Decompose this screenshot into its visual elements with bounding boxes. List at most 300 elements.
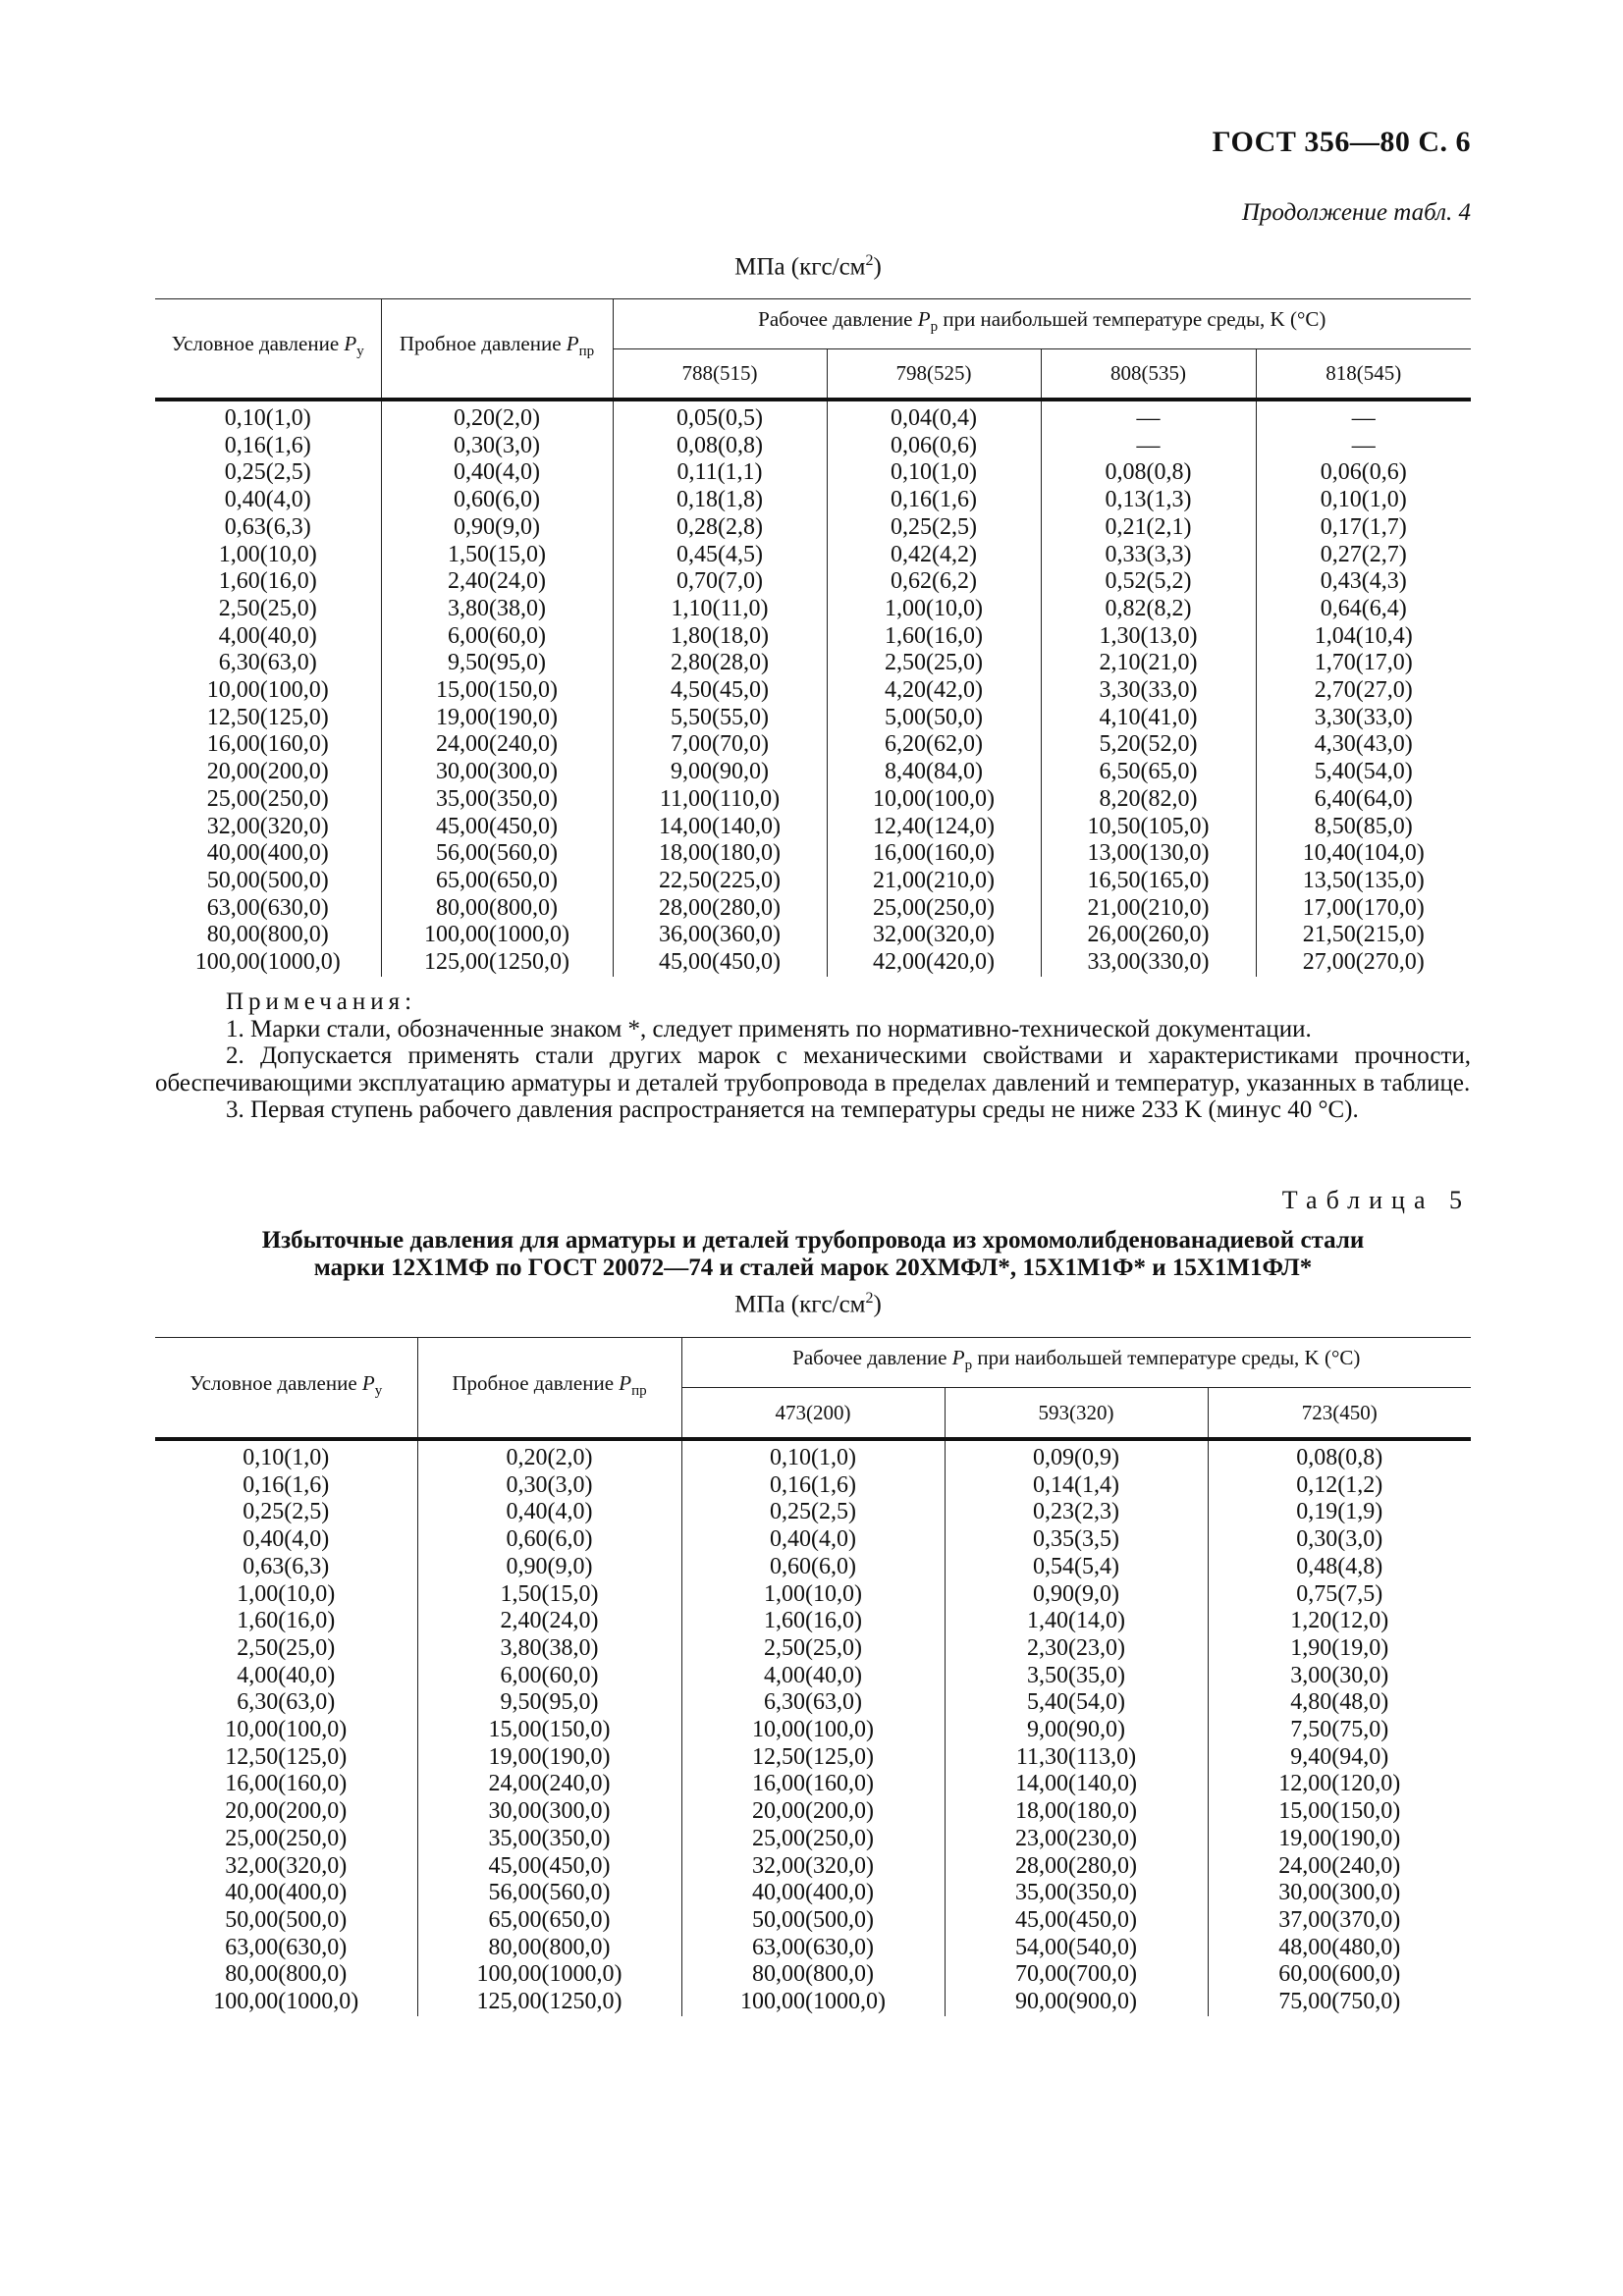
units-label: МПа $(кгс/см^2)$ xyxy=(734,1290,882,1318)
table-cell: 25,00(250,0) xyxy=(206,785,329,812)
header-working-pressure: Рабочее давление $P_р$ при наибольшей температуре среды, K (°C) xyxy=(613,299,1471,349)
table-cell: 0,40(4,0) xyxy=(681,1526,945,1554)
page-header: ГОСТ 356—80 С. 6 xyxy=(1212,126,1471,158)
table-cell: 63,00(630,0) xyxy=(206,894,329,921)
table-cell: 5,40(54,0) xyxy=(945,1689,1208,1717)
table-cell: 75,00(750,0) xyxy=(1208,1989,1471,2016)
table-cell: 26,00(260,0) xyxy=(1041,922,1256,949)
table-cell: 0,09(0,9) xyxy=(945,1439,1208,1472)
table-cell: 1,04(10,4) xyxy=(1256,623,1471,651)
table-cell: 100,00(1000,0) xyxy=(417,1961,681,1989)
table-row xyxy=(155,677,1471,705)
table-continuation-label: Продолжение табл. 4 xyxy=(1241,199,1471,226)
table-cell: 0,40(4,0) xyxy=(381,459,613,487)
table-cell: 65,00(650,0) xyxy=(417,1907,681,1935)
table-cell: 0,14(1,4) xyxy=(945,1472,1208,1500)
table-cell: 28,00(280,0) xyxy=(613,895,827,923)
table-cell: 6,00(60,0) xyxy=(417,1663,681,1690)
table-cell: 7,00(70,0) xyxy=(613,731,827,759)
table-cell: 0,25(2,5) xyxy=(681,1499,945,1526)
table-row xyxy=(155,1554,1471,1581)
table-cell: 10,40(104,0) xyxy=(1256,840,1471,868)
table-row xyxy=(155,542,1471,569)
table-row xyxy=(155,1635,1471,1663)
table-cell: 40,00(400,0) xyxy=(206,840,329,867)
table-cell: 54,00(540,0) xyxy=(945,1935,1208,1962)
table-cell: 0,52(5,2) xyxy=(1041,568,1256,596)
table-cell: 21,00(210,0) xyxy=(1041,895,1256,923)
table-row xyxy=(155,568,1471,596)
table-cell: 2,10(21,0) xyxy=(1041,650,1256,677)
table-row xyxy=(155,949,1471,977)
table-cell: 19,00(190,0) xyxy=(1208,1826,1471,1853)
table-cell: 0,48(4,8) xyxy=(1208,1554,1471,1581)
table-row xyxy=(155,1961,1471,1989)
table-cell: 0,16(1,6) xyxy=(224,432,311,458)
header-temp: 788(515) xyxy=(613,349,827,400)
table-cell: 0,28(2,8) xyxy=(613,514,827,542)
table-cell: 0,06(0,6) xyxy=(1256,459,1471,487)
table-row xyxy=(155,1717,1471,1744)
table-cell: 0,75(7,5) xyxy=(1208,1581,1471,1609)
table-cell: 27,00(270,0) xyxy=(1256,949,1471,977)
table-cell: 0,10(1,0) xyxy=(1256,487,1471,514)
table-cell: 0,10(1,0) xyxy=(243,1445,330,1470)
notes-title: Примечания: xyxy=(226,988,417,1015)
table-cell: 100,00(1000,0) xyxy=(681,1989,945,2016)
table-cell: 17,00(170,0) xyxy=(1256,895,1471,923)
table-cell: 2,50(25,0) xyxy=(827,650,1041,677)
table-cell: 1,60(16,0) xyxy=(681,1608,945,1635)
table-cell: 16,00(160,0) xyxy=(225,1771,348,1797)
table-5-title-line: марки 12Х1МФ по ГОСТ 20072—74 и сталей марок 20ХМФЛ*, 15Х1М1Ф* и 15Х1М1ФЛ* xyxy=(313,1255,1313,1281)
table-cell: 0,60(6,0) xyxy=(417,1526,681,1554)
table-row xyxy=(155,1771,1471,1798)
table-cell: 0,42(4,2) xyxy=(827,542,1041,569)
header-test-pressure: Пробное давление $P_{пр}$ xyxy=(381,299,613,400)
table-4-continued xyxy=(155,298,1471,977)
table-cell: 56,00(560,0) xyxy=(381,840,613,868)
table-cell: 24,00(240,0) xyxy=(417,1771,681,1798)
table-row xyxy=(155,1689,1471,1717)
table-cell: 50,00(500,0) xyxy=(206,867,329,893)
table-cell: 10,00(100,0) xyxy=(827,786,1041,814)
table-cell: 1,60(16,0) xyxy=(237,1608,336,1634)
table-cell: 0,40(4,0) xyxy=(417,1499,681,1526)
table-cell: 2,70(27,0) xyxy=(1256,677,1471,705)
table-cell: 15,00(150,0) xyxy=(1208,1798,1471,1826)
table-cell: 15,00(150,0) xyxy=(417,1717,681,1744)
table-cell: 22,50(225,0) xyxy=(613,868,827,895)
table-cell: 2,80(28,0) xyxy=(613,650,827,677)
table-cell: 16,50(165,0) xyxy=(1041,868,1256,895)
table-cell: 5,40(54,0) xyxy=(1256,759,1471,786)
table-cell: 1,60(16,0) xyxy=(218,568,317,595)
table-cell: 35,00(350,0) xyxy=(417,1826,681,1853)
table-cell: 9,50(95,0) xyxy=(381,650,613,677)
table-cell: 14,00(140,0) xyxy=(945,1771,1208,1798)
table-cell: 1,70(17,0) xyxy=(1256,650,1471,677)
table-cell: 3,00(30,0) xyxy=(1208,1663,1471,1690)
table-cell: 6,30(63,0) xyxy=(681,1689,945,1717)
table-4-body xyxy=(155,400,1471,977)
table-row xyxy=(155,1744,1471,1772)
table-cell: 1,90(19,0) xyxy=(1208,1635,1471,1663)
table-cell: 7,50(75,0) xyxy=(1208,1717,1471,1744)
table-row xyxy=(155,1608,1471,1635)
header-working-pressure: Рабочее давление $P_р$ при наибольшей температуре среды, K (°C) xyxy=(681,1338,1471,1388)
table-cell: 15,00(150,0) xyxy=(381,677,613,705)
table-cell: 45,00(450,0) xyxy=(945,1907,1208,1935)
table-cell: 1,00(10,0) xyxy=(237,1580,336,1607)
table-cell: 0,40(4,0) xyxy=(224,487,311,513)
table-row xyxy=(155,1526,1471,1554)
table-row xyxy=(155,400,1471,433)
table-cell: 10,00(100,0) xyxy=(206,677,329,704)
table-cell: 0,05(0,5) xyxy=(613,400,827,433)
table-cell: 30,00(300,0) xyxy=(417,1798,681,1826)
table-cell: 0,70(7,0) xyxy=(613,568,827,596)
table-cell: 13,00(130,0) xyxy=(1041,840,1256,868)
table-cell: 11,00(110,0) xyxy=(613,786,827,814)
table-cell: 0,04(0,4) xyxy=(827,400,1041,433)
table-cell: 30,00(300,0) xyxy=(381,759,613,786)
table-cell: 70,00(700,0) xyxy=(945,1961,1208,1989)
table-cell: 6,20(62,0) xyxy=(827,731,1041,759)
table-row xyxy=(155,1663,1471,1690)
table-cell: 0,30(3,0) xyxy=(417,1472,681,1500)
table-row xyxy=(155,1472,1471,1500)
table-cell: 32,00(320,0) xyxy=(681,1853,945,1881)
table-cell: 18,00(180,0) xyxy=(613,840,827,868)
table-cell: 6,40(64,0) xyxy=(1256,786,1471,814)
table-cell: 16,00(160,0) xyxy=(206,731,329,758)
table-cell: 2,30(23,0) xyxy=(945,1635,1208,1663)
table-cell: 1,80(18,0) xyxy=(613,623,827,651)
table-cell: 0,63(6,3) xyxy=(243,1553,330,1579)
table-cell: 0,13(1,3) xyxy=(1041,487,1256,514)
table-cell: 0,25(2,5) xyxy=(224,459,311,486)
table-row xyxy=(155,514,1471,542)
note-item: 2. Допускается применять стали других марок с механическими свойствами и характеристиками прочности, обеспечивающими эксплуатацию арматуры и деталей трубопровода в пределах давлений и температур, указанных в таблице. xyxy=(155,1042,1471,1096)
table-cell: 125,00(1250,0) xyxy=(381,949,613,977)
table-row xyxy=(155,814,1471,841)
table-cell: 125,00(1250,0) xyxy=(417,1989,681,2016)
table-cell: 3,30(33,0) xyxy=(1041,677,1256,705)
table-cell: 19,00(190,0) xyxy=(381,705,613,732)
table-cell: 32,00(320,0) xyxy=(827,922,1041,949)
table-cell: 0,20(2,0) xyxy=(417,1439,681,1472)
table-cell: 0,10(1,0) xyxy=(827,459,1041,487)
table-cell: 2,50(25,0) xyxy=(218,595,317,621)
table-cell: 2,50(25,0) xyxy=(237,1634,336,1661)
table-cell: 9,00(90,0) xyxy=(945,1717,1208,1744)
table-cell: 16,00(160,0) xyxy=(827,840,1041,868)
table-row xyxy=(155,433,1471,460)
table-cell: 50,00(500,0) xyxy=(681,1907,945,1935)
table-row xyxy=(155,868,1471,895)
table-cell: 10,50(105,0) xyxy=(1041,814,1256,841)
table-cell: 20,00(200,0) xyxy=(206,759,329,785)
table-cell: 0,12(1,2) xyxy=(1208,1472,1471,1500)
table-row xyxy=(155,731,1471,759)
table-cell: 28,00(280,0) xyxy=(945,1853,1208,1881)
table-cell: 0,45(4,5) xyxy=(613,542,827,569)
table-row xyxy=(155,1907,1471,1935)
header-test-pressure: Пробное давление $P_{пр}$ xyxy=(417,1338,681,1440)
table-cell: 0,33(3,3) xyxy=(1041,542,1256,569)
table-cell: 4,10(41,0) xyxy=(1041,705,1256,732)
table-cell: 0,10(1,0) xyxy=(681,1439,945,1472)
note-item: 1. Марки стали, обозначенные знаком *, следует применять по нормативно-технической документации. xyxy=(226,1015,1312,1042)
table-cell: 0,40(4,0) xyxy=(243,1526,330,1553)
table-cell: 12,50(125,0) xyxy=(225,1743,348,1770)
table-cell: 10,00(100,0) xyxy=(225,1717,348,1743)
header-temp: 723(450) xyxy=(1208,1388,1471,1440)
table-cell: 20,00(200,0) xyxy=(681,1798,945,1826)
table-cell: 45,00(450,0) xyxy=(613,949,827,977)
table-cell: 12,50(125,0) xyxy=(681,1744,945,1772)
table-row xyxy=(155,1439,1471,1472)
table-cell: 0,90(9,0) xyxy=(381,514,613,542)
table-cell: 4,00(40,0) xyxy=(681,1663,945,1690)
table-cell: 0,90(9,0) xyxy=(945,1581,1208,1609)
table-cell: 35,00(350,0) xyxy=(945,1880,1208,1907)
table-cell: 50,00(500,0) xyxy=(225,1906,348,1933)
table-cell: 0,90(9,0) xyxy=(417,1554,681,1581)
table-cell: 0,20(2,0) xyxy=(381,400,613,433)
table-cell: 25,00(250,0) xyxy=(827,895,1041,923)
table-cell: 36,00(360,0) xyxy=(613,922,827,949)
table-cell: 0,30(3,0) xyxy=(1208,1526,1471,1554)
table-cell: 12,00(120,0) xyxy=(1208,1771,1471,1798)
table-row xyxy=(155,705,1471,732)
table-cell: 8,20(82,0) xyxy=(1041,786,1256,814)
table-cell: 35,00(350,0) xyxy=(381,786,613,814)
table-cell: 0,16(1,6) xyxy=(681,1472,945,1500)
table-cell: 11,30(113,0) xyxy=(945,1744,1208,1772)
table-cell: 19,00(190,0) xyxy=(417,1744,681,1772)
table-cell: 100,00(1000,0) xyxy=(381,922,613,949)
table-row xyxy=(155,1935,1471,1962)
table-cell: — xyxy=(1041,400,1256,433)
table-cell: 1,50(15,0) xyxy=(381,542,613,569)
table-cell: 63,00(630,0) xyxy=(681,1935,945,1962)
table-cell: 33,00(330,0) xyxy=(1041,949,1256,977)
table-cell: 8,40(84,0) xyxy=(827,759,1041,786)
table-row xyxy=(155,1826,1471,1853)
table-cell: 0,10(1,0) xyxy=(224,405,311,431)
table-cell: 2,40(24,0) xyxy=(381,568,613,596)
table-5-title xyxy=(155,1227,1471,1282)
table-cell: 0,35(3,5) xyxy=(945,1526,1208,1554)
table-cell: 4,20(42,0) xyxy=(827,677,1041,705)
table-cell: 13,50(135,0) xyxy=(1256,868,1471,895)
table-cell: — xyxy=(1256,400,1471,433)
table-cell: 40,00(400,0) xyxy=(225,1880,348,1906)
header-nominal-pressure: Условное давление $P_у$ xyxy=(171,332,364,360)
table-cell: 1,40(14,0) xyxy=(945,1608,1208,1635)
table-cell: 6,00(60,0) xyxy=(381,623,613,651)
table-cell: 30,00(300,0) xyxy=(1208,1880,1471,1907)
table-cell: 9,40(94,0) xyxy=(1208,1744,1471,1772)
table-cell: 0,25(2,5) xyxy=(243,1499,330,1525)
table-5-title-line: Избыточные давления для арматуры и деталей трубопровода из хромомолибденованадиевой стали xyxy=(261,1227,1365,1254)
table-cell: 90,00(900,0) xyxy=(945,1989,1208,2016)
table-cell: 1,00(10,0) xyxy=(218,541,317,567)
table-row xyxy=(155,786,1471,814)
table-cell: 12,50(125,0) xyxy=(206,704,329,730)
table-cell: 23,00(230,0) xyxy=(945,1826,1208,1853)
table-cell: 65,00(650,0) xyxy=(381,868,613,895)
table-cell: 0,21(2,1) xyxy=(1041,514,1256,542)
table-cell: 4,00(40,0) xyxy=(218,622,317,649)
table-cell: 10,00(100,0) xyxy=(681,1717,945,1744)
table-cell: 32,00(320,0) xyxy=(206,813,329,839)
table-5 xyxy=(155,1337,1471,2016)
table-cell: 5,20(52,0) xyxy=(1041,731,1256,759)
table-cell: 45,00(450,0) xyxy=(381,814,613,841)
header-temp: 808(535) xyxy=(1041,349,1256,400)
table-cell: 3,80(38,0) xyxy=(381,596,613,623)
header-nominal-pressure: Условное давление $P_у$ xyxy=(189,1370,383,1400)
table-cell: 63,00(630,0) xyxy=(225,1934,348,1960)
table-cell: 4,30(43,0) xyxy=(1256,731,1471,759)
table-row xyxy=(155,1581,1471,1609)
table-cell: 0,17(1,7) xyxy=(1256,514,1471,542)
table-cell: 6,50(65,0) xyxy=(1041,759,1256,786)
table-cell: 1,00(10,0) xyxy=(681,1581,945,1609)
table-cell: 18,00(180,0) xyxy=(945,1798,1208,1826)
table-cell: 0,27(2,7) xyxy=(1256,542,1471,569)
table-row xyxy=(155,487,1471,514)
header-temp: 593(320) xyxy=(945,1388,1208,1440)
table-cell: 37,00(370,0) xyxy=(1208,1907,1471,1935)
table-cell: 4,50(45,0) xyxy=(613,677,827,705)
table-cell: 60,00(600,0) xyxy=(1208,1961,1471,1989)
table-cell: 1,20(12,0) xyxy=(1208,1608,1471,1635)
table-cell: 4,00(40,0) xyxy=(237,1662,336,1688)
table-cell: 3,30(33,0) xyxy=(1256,705,1471,732)
table-row xyxy=(155,596,1471,623)
table-cell: 12,40(124,0) xyxy=(827,814,1041,841)
table-cell: 0,60(6,0) xyxy=(381,487,613,514)
table-cell: 80,00(800,0) xyxy=(206,922,329,948)
table-cell: 56,00(560,0) xyxy=(417,1880,681,1907)
table-cell: 80,00(800,0) xyxy=(381,895,613,923)
table-cell: 100,00(1000,0) xyxy=(213,1989,359,2015)
table-cell: 0,63(6,3) xyxy=(224,513,311,540)
table-cell: 2,50(25,0) xyxy=(681,1635,945,1663)
table-cell: 6,30(63,0) xyxy=(218,650,317,676)
table-cell: 5,50(55,0) xyxy=(613,705,827,732)
table-cell: 25,00(250,0) xyxy=(225,1825,348,1851)
table-cell: 80,00(800,0) xyxy=(681,1961,945,1989)
table-row xyxy=(155,922,1471,949)
table-cell: 6,30(63,0) xyxy=(237,1689,336,1716)
table-cell: 32,00(320,0) xyxy=(225,1852,348,1879)
table-cell: 0,11(1,1) xyxy=(613,459,827,487)
table-cell: 48,00(480,0) xyxy=(1208,1935,1471,1962)
table-cell: 0,08(0,8) xyxy=(1208,1439,1471,1472)
table-cell: 0,25(2,5) xyxy=(827,514,1041,542)
table-cell: 20,00(200,0) xyxy=(225,1798,348,1825)
table-cell: 3,80(38,0) xyxy=(417,1635,681,1663)
table-cell: 45,00(450,0) xyxy=(417,1853,681,1881)
table-cell: 2,40(24,0) xyxy=(417,1608,681,1635)
table-cell: 24,00(240,0) xyxy=(1208,1853,1471,1881)
table-cell: 1,60(16,0) xyxy=(827,623,1041,651)
table-cell: 80,00(800,0) xyxy=(225,1961,348,1988)
header-temp: 798(525) xyxy=(827,349,1041,400)
table-cell: 0,18(1,8) xyxy=(613,487,827,514)
table-cell: 80,00(800,0) xyxy=(417,1935,681,1962)
table-cell: 16,00(160,0) xyxy=(681,1771,945,1798)
table-cell: 9,00(90,0) xyxy=(613,759,827,786)
table-5-label: Таблица 5 xyxy=(1281,1186,1471,1214)
table-row xyxy=(155,759,1471,786)
table-cell: — xyxy=(1041,433,1256,460)
table-cell: 24,00(240,0) xyxy=(381,731,613,759)
table-cell: 1,50(15,0) xyxy=(417,1581,681,1609)
table-cell: 0,16(1,6) xyxy=(243,1471,330,1498)
table-cell: 21,00(210,0) xyxy=(827,868,1041,895)
header-temp: 818(545) xyxy=(1256,349,1471,400)
table-cell: 100,00(1000,0) xyxy=(194,949,341,976)
table-cell: — xyxy=(1256,433,1471,460)
table-cell: 1,30(13,0) xyxy=(1041,623,1256,651)
table-row xyxy=(155,623,1471,651)
table-cell: 42,00(420,0) xyxy=(827,949,1041,977)
table-cell: 0,82(8,2) xyxy=(1041,596,1256,623)
table-row xyxy=(155,1880,1471,1907)
table-cell: 1,00(10,0) xyxy=(827,596,1041,623)
table-row xyxy=(155,1798,1471,1826)
table-cell: 0,60(6,0) xyxy=(681,1554,945,1581)
table-cell: 0,62(6,2) xyxy=(827,568,1041,596)
notes xyxy=(155,988,1471,1124)
table-row xyxy=(155,840,1471,868)
table-cell: 4,80(48,0) xyxy=(1208,1689,1471,1717)
table-5-body xyxy=(155,1439,1471,2016)
units-label: МПа $(кгс/см^2)$ xyxy=(734,252,882,281)
table-cell: 0,06(0,6) xyxy=(827,433,1041,460)
table-cell: 8,50(85,0) xyxy=(1256,814,1471,841)
table-row xyxy=(155,1853,1471,1881)
table-cell: 0,08(0,8) xyxy=(613,433,827,460)
table-cell: 25,00(250,0) xyxy=(681,1826,945,1853)
table-cell: 3,50(35,0) xyxy=(945,1663,1208,1690)
table-row xyxy=(155,1499,1471,1526)
header-temp: 473(200) xyxy=(681,1388,945,1440)
table-cell: 14,00(140,0) xyxy=(613,814,827,841)
table-cell: 0,08(0,8) xyxy=(1041,459,1256,487)
table-cell: 21,50(215,0) xyxy=(1256,922,1471,949)
table-cell: 0,64(6,4) xyxy=(1256,596,1471,623)
table-cell: 0,43(4,3) xyxy=(1256,568,1471,596)
table-row xyxy=(155,895,1471,923)
table-cell: 1,10(11,0) xyxy=(613,596,827,623)
table-cell: 9,50(95,0) xyxy=(417,1689,681,1717)
table-cell: 40,00(400,0) xyxy=(681,1880,945,1907)
table-cell: 5,00(50,0) xyxy=(827,705,1041,732)
note-item: 3. Первая ступень рабочего давления распространяется на температуры среды не ниже 233 K (минус 40 °C). xyxy=(226,1096,1359,1123)
table-row xyxy=(155,459,1471,487)
table-cell: 0,23(2,3) xyxy=(945,1499,1208,1526)
table-cell: 0,16(1,6) xyxy=(827,487,1041,514)
table-cell: 0,54(5,4) xyxy=(945,1554,1208,1581)
table-row xyxy=(155,650,1471,677)
